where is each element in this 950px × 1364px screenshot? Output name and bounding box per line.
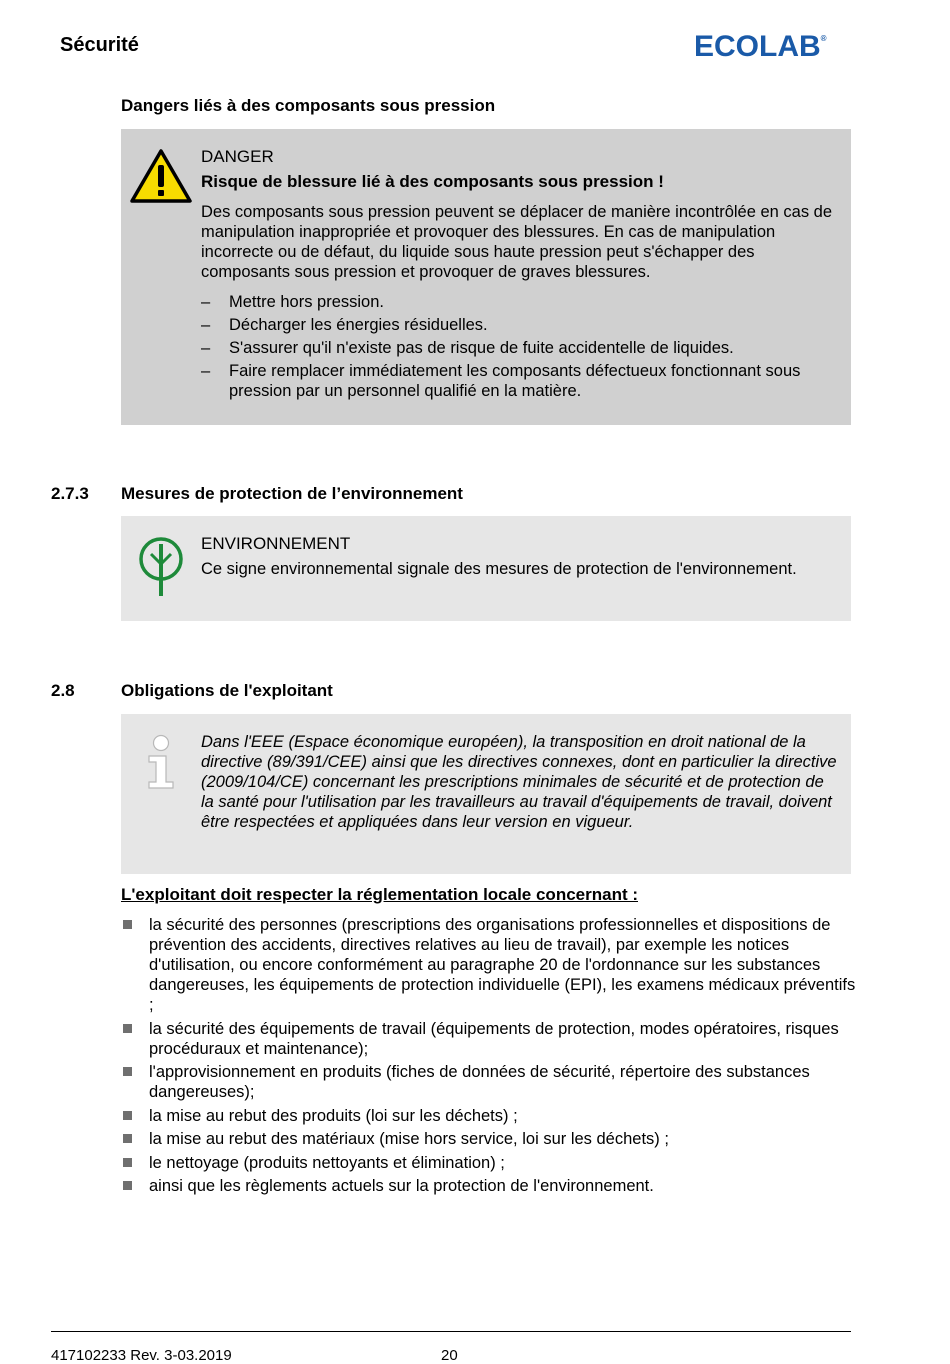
list-item: – Faire remplacer immédiatement les composants défectueux fonctionnant sous pression par un personnel qualifié en la matière. [201,361,841,401]
bullet-square-icon [123,1024,132,1033]
danger-description: Des composants sous pression peuvent se déplacer de manière incontrôlée en cas de manipulation inappropriée et provoquer des blessures. En cas de manipulation incorrecte ou de défaut, du liquide sous haute pression peut s'échapper des composants sous pression et provoquer de graves blessures. [201,203,833,281]
danger-section-heading: Dangers liés à des composants sous pression [121,96,496,115]
info-box [121,714,851,874]
environment-box [121,516,851,621]
danger-title: Risque de blessure lié à des composants sous pression ! [201,172,664,191]
danger-box [121,129,851,425]
tree-icon [137,536,185,598]
bullet-square-icon [123,1134,132,1143]
operator-obligations-list [121,915,856,1200]
list-item-text: la sécurité des équipements de travail (équipements de protection, modes opératoires, risques procéduraux et maintenance); [149,1019,839,1058]
logo-registered-mark: ® [820,34,827,43]
list-item-text: la mise au rebut des produits (loi sur les déchets) ; [149,1106,518,1125]
section-title-environment: Mesures de protection de l’environnement [121,484,463,503]
footer-page-number: 20 [441,1347,458,1364]
list-item: – Décharger les énergies résiduelles. [201,315,841,335]
danger-box-content [201,147,841,404]
warning-triangle-icon [130,149,192,203]
bullet-square-icon [123,1158,132,1167]
list-item [121,1062,856,1102]
section-title-operator: Obligations de l'exploitant [121,681,333,700]
danger-action-list [201,292,841,401]
list-item [121,1019,856,1059]
info-icon [145,734,177,790]
list-item [121,1129,856,1149]
list-item [121,1176,856,1196]
list-item-text: la mise au rebut des matériaux (mise hors service, loi sur les déchets) ; [149,1130,669,1148]
bullet-square-icon [123,1111,132,1120]
logo-text: ECOLAB [694,30,821,63]
footer-document-number: 417102233 Rev. 3-03.2019 [51,1347,232,1364]
bullet-square-icon [123,920,132,929]
list-item [121,1106,856,1126]
section-number-2-7-3: 2.7.3 [51,484,89,503]
operator-list-title: L'exploitant doit respecter la réglementation locale concernant : [121,885,638,904]
list-item [121,1153,856,1173]
list-item: – S'assurer qu'il n'existe pas de risque de fuite accidentelle de liquides. [201,338,841,358]
environment-signal-word: ENVIRONNEMENT [201,534,351,553]
list-item: – Mettre hors pression. [201,292,841,312]
ecolab-logo [694,30,827,64]
list-item-text: l'approvisionnement en produits (fiches de données de sécurité, répertoire des substances dangereuses); [149,1063,810,1101]
bullet-square-icon [123,1181,132,1190]
list-item-text: la sécurité des personnes (prescriptions des organisations professionnelles et dispositions de prévention des accidents, directives relatives au lieu de travail), par exemple les notices d'utilisation, ou encore conformément au paragraphe 20 de l'ordonnance sur les substances dangereuses, les équipements de protection individuelle (EPI), les examens médicaux préventifs ; [149,916,856,1014]
page-section-title: Sécurité [60,34,139,56]
danger-signal-word: DANGER [201,147,274,166]
environment-box-content [201,534,841,579]
info-text: Dans l'EEE (Espace économique européen), la transposition en droit national de la directive (89/391/CEE) ainsi que les directives connexes, dont en particulier la directive (2009/104/CE) concernant les prescriptions minimales de sécurité et de protection de la santé pour l'utilisation par les travailleurs au travail d'équipements de travail, doivent être respectées et appliquées dans leur version en vigueur. [201,733,837,831]
list-item-text: le nettoyage (produits nettoyants et élimination) ; [149,1153,505,1172]
environment-description: Ce signe environnemental signale des mesures de protection de l'environnement. [201,560,797,578]
bullet-square-icon [123,1067,132,1076]
section-number-2-8: 2.8 [51,681,75,700]
list-item [121,915,856,1015]
list-item-text: ainsi que les règlements actuels sur la protection de l'environnement. [149,1177,654,1195]
footer-divider [51,1331,851,1332]
